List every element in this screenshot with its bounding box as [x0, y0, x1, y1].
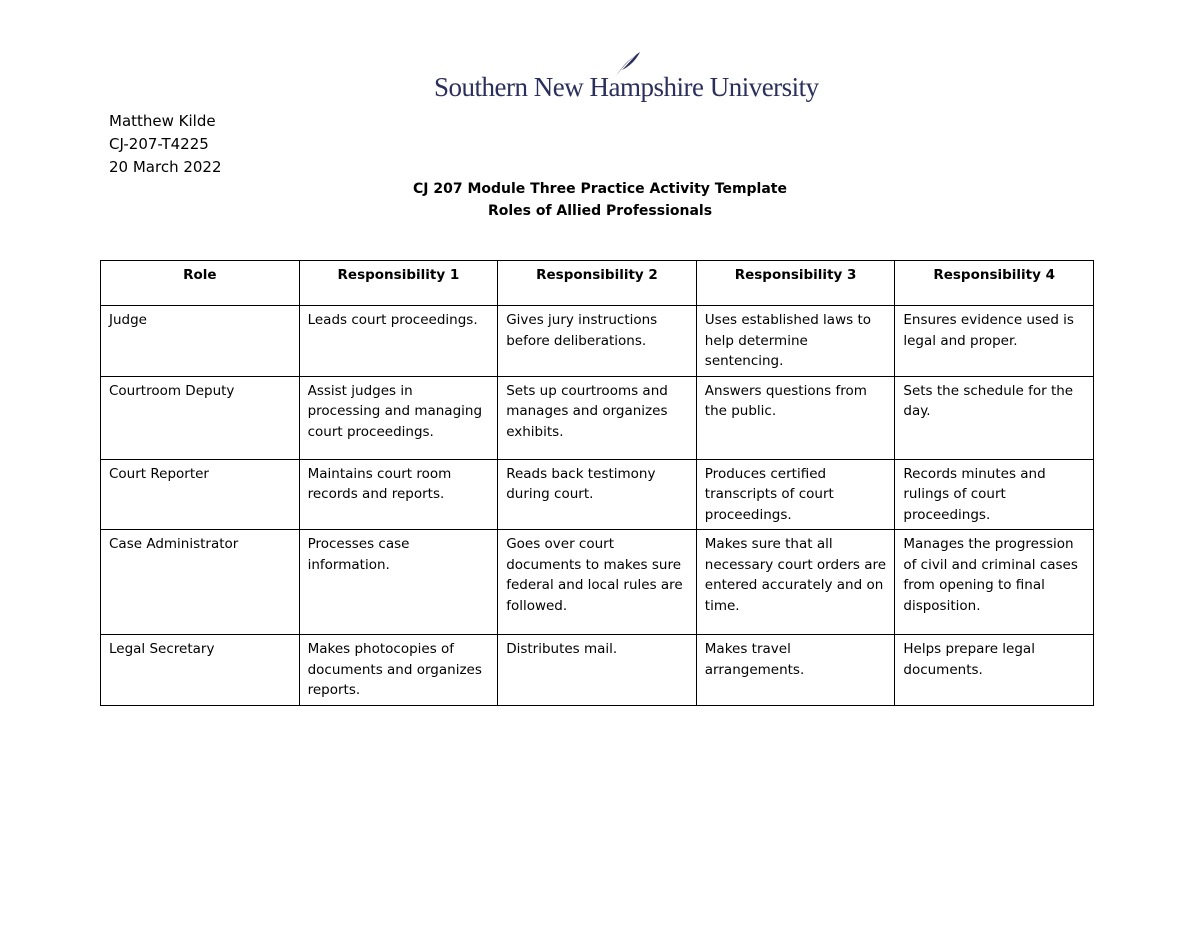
title-line-1: CJ 207 Module Three Practice Activity Template [413, 181, 787, 197]
table-cell: Makes sure that all necessary court orders are entered accurately and on time. [696, 530, 895, 635]
course-code: CJ-207-T4225 [109, 135, 209, 153]
header-responsibility-1: Responsibility 1 [299, 261, 498, 306]
role-cell: Court Reporter [101, 459, 300, 530]
role-cell: Courtroom Deputy [101, 376, 300, 459]
roles-table [100, 260, 1094, 706]
role-cell: Judge [101, 306, 300, 377]
table-row [101, 459, 1094, 530]
table-row [101, 635, 1094, 706]
table-cell: Leads court proceedings. [299, 306, 498, 377]
author-block [109, 110, 222, 179]
table-cell: Produces certified transcripts of court proceedings. [696, 459, 895, 530]
table-cell: Gives jury instructions before deliberations. [498, 306, 697, 377]
author-name: Matthew Kilde [109, 112, 216, 130]
table-cell: Helps prepare legal documents. [895, 635, 1094, 706]
university-logo [434, 50, 819, 106]
table-cell: Answers questions from the public. [696, 376, 895, 459]
table-cell: Sets the schedule for the day. [895, 376, 1094, 459]
title-line-2: Roles of Allied Professionals [487, 203, 713, 219]
table-cell: Manages the progression of civil and criminal cases from opening to final disposition. [895, 530, 1094, 635]
table-row [101, 530, 1094, 635]
table-cell: Makes photocopies of documents and organizes reports. [299, 635, 498, 706]
table-cell: Reads back testimony during court. [498, 459, 697, 530]
role-cell: Legal Secretary [101, 635, 300, 706]
table-cell: Uses established laws to help determine sentencing. [696, 306, 895, 377]
header-responsibility-4: Responsibility 4 [895, 261, 1094, 306]
table-cell: Makes travel arrangements. [696, 635, 895, 706]
header-role: Role [101, 261, 300, 306]
table-row [101, 306, 1094, 377]
table-cell: Processes case information. [299, 530, 498, 635]
table-cell: Distributes mail. [498, 635, 697, 706]
table-cell: Maintains court room records and reports. [299, 459, 498, 530]
table-cell: Assist judges in processing and managing court proceedings. [299, 376, 498, 459]
table-header-row [101, 261, 1094, 306]
header-responsibility-2: Responsibility 2 [498, 261, 697, 306]
submission-date: 20 March 2022 [109, 158, 222, 176]
table-cell: Records minutes and rulings of court proceedings. [895, 459, 1094, 530]
table-cell: Ensures evidence used is legal and proper. [895, 306, 1094, 377]
header-responsibility-3: Responsibility 3 [696, 261, 895, 306]
table-cell: Goes over court documents to makes sure federal and local rules are followed. [498, 530, 697, 635]
table-row [101, 376, 1094, 459]
table-cell: Sets up courtrooms and manages and organizes exhibits. [498, 376, 697, 459]
university-name: Southern New Hampshire University [434, 72, 819, 102]
role-cell: Case Administrator [101, 530, 300, 635]
document-title [0, 178, 1200, 222]
